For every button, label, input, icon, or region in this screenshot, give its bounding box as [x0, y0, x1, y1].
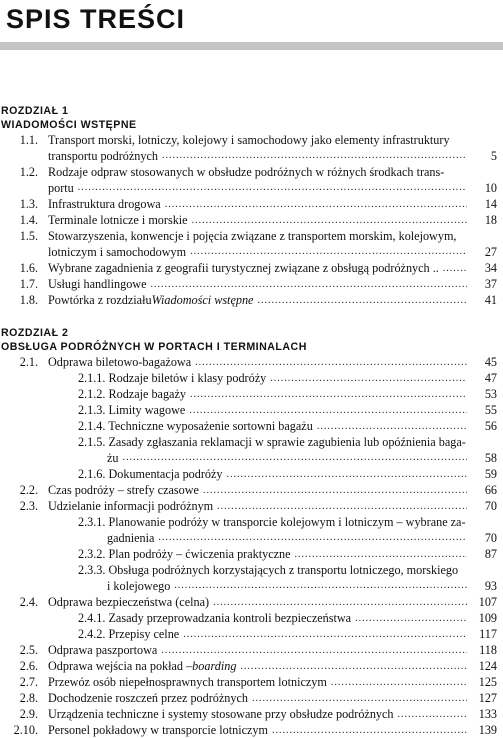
entry-body — [48, 292, 497, 308]
page-number: 58 — [484, 451, 497, 465]
entry-title-text: Odprawa biletowo-bagażowa — [48, 355, 192, 369]
page-title: SPIS TREŚCI — [6, 4, 186, 34]
leader-dots — [317, 419, 467, 434]
entry-line — [48, 180, 497, 196]
entry-title-text: Urządzenia techniczne i systemy stosowane przy obsłudze podróżnych — [48, 707, 394, 721]
entry-number: 1.5. — [19, 229, 38, 243]
entry-title-text: Odprawa wejścia na pokład – — [48, 659, 193, 673]
leader-dots — [158, 530, 467, 546]
entry-title-text: transportu podróżnych — [48, 149, 158, 163]
entry-number: 2.6. — [19, 659, 38, 673]
entry-title-text: Usługi handlingowe — [48, 277, 147, 291]
page-number: 124 — [478, 659, 497, 673]
entry-number: 1.8. — [19, 293, 38, 307]
entry-line — [78, 562, 497, 578]
entry-body — [48, 690, 497, 706]
entry-title-text: 2.4.2. Przepisy celne — [78, 627, 180, 641]
page-number: 139 — [478, 723, 497, 737]
entry-body — [48, 594, 497, 610]
page-number: 59 — [484, 467, 497, 481]
entry-title-text: Transport morski, lotniczy, kolejowy i samochodowy jako elementy infrastruktury — [48, 133, 450, 147]
toc-entry[interactable] — [0, 132, 503, 164]
entry-body — [78, 546, 497, 562]
entry-title-text: Dochodzenie roszczeń przez podróżnych — [48, 691, 248, 705]
entry-title-text: żu — [107, 451, 119, 465]
entry-line — [48, 292, 497, 308]
page-number: 117 — [479, 627, 497, 641]
toc-subentry[interactable] — [0, 610, 503, 626]
page-number: 55 — [484, 403, 497, 417]
entry-title-text: Terminale lotnicze i morskie — [48, 213, 188, 227]
page-number: 125 — [478, 675, 497, 689]
entry-body — [48, 276, 497, 292]
toc-entry[interactable] — [0, 690, 503, 706]
toc-entry[interactable] — [0, 276, 503, 292]
entry-body — [78, 434, 497, 466]
entry-title-text: 2.3.3. Obsługa podróżnych korzystających z transportu lotniczego, morskiego — [78, 563, 459, 577]
entry-line — [48, 276, 497, 292]
entry-title-text: Infrastruktura drogowa — [48, 197, 161, 211]
entry-body — [48, 674, 497, 690]
toc-entry[interactable] — [0, 722, 503, 738]
toc-subentry[interactable] — [0, 402, 503, 418]
entry-title-text: Personel pokładowy w transporcie lotniczym — [48, 723, 268, 737]
leader-dots — [443, 261, 467, 276]
entry-line — [78, 450, 497, 466]
toc-subentry[interactable] — [0, 626, 503, 642]
chapter-label: ROZDZIAŁ 1 — [1, 105, 69, 117]
toc-subentry[interactable] — [0, 562, 503, 594]
entry-line — [48, 594, 497, 610]
entry-body — [48, 722, 497, 738]
page-number: 66 — [484, 483, 497, 497]
entry-number: 1.7. — [19, 277, 38, 291]
entry-number: 2.5. — [19, 643, 38, 657]
entry-title-text: Udzielanie informacji podróżnym — [48, 499, 214, 513]
chapter-2 — [0, 326, 503, 738]
entry-number: 2.3. — [19, 499, 38, 513]
entry-body — [48, 132, 497, 164]
toc-entry[interactable] — [0, 674, 503, 690]
entry-line — [78, 370, 497, 386]
entry-line — [48, 482, 497, 498]
page-number: 118 — [479, 643, 497, 657]
entry-title-text: 2.1.5. Zasady zgłaszania reklamacji w sprawie zagubienia lub opóźnienia baga- — [78, 435, 466, 449]
toc-subentry[interactable] — [0, 434, 503, 466]
entry-title-text: 2.1.1. Rodzaje biletów i klasy podróży — [78, 371, 267, 385]
entry-line — [48, 674, 497, 690]
entry-body — [78, 514, 497, 546]
page-number: 87 — [484, 547, 497, 561]
page-number: 5 — [490, 149, 497, 163]
entry-number: 1.1. — [19, 133, 38, 147]
entry-title-text: 2.1.4. Techniczne wyposażenie sortowni bagażu — [78, 419, 313, 433]
toc-entry[interactable] — [0, 164, 503, 196]
entry-number: 1.2. — [19, 165, 38, 179]
entry-body — [48, 196, 497, 212]
entry-number: 2.1. — [19, 355, 38, 369]
page-number: 56 — [484, 419, 497, 433]
leader-dots — [189, 403, 467, 418]
entry-line — [78, 530, 497, 546]
entry-line — [48, 196, 497, 212]
leader-dots — [270, 371, 467, 386]
page-number: 34 — [484, 261, 497, 275]
entry-line — [48, 354, 497, 370]
entry-line — [78, 418, 497, 434]
entry-title-text: 2.1.3. Limity wagowe — [78, 403, 186, 417]
entry-title-text: 2.1.6. Dokumentacja podróży — [78, 467, 223, 481]
toc-subentry[interactable] — [0, 386, 503, 402]
leader-dots — [217, 499, 467, 514]
leader-dots — [257, 293, 467, 308]
leader-dots — [192, 213, 467, 228]
toc-entry[interactable] — [0, 212, 503, 228]
toc-subentry[interactable] — [0, 466, 503, 482]
page-number: 27 — [484, 245, 497, 259]
entry-line — [78, 626, 497, 642]
entry-number: 2.10. — [13, 723, 38, 737]
page-number: 70 — [484, 499, 497, 513]
chapter-name: OBSŁUGA PODRÓŻNYCH W PORTACH I TERMINALACH — [1, 341, 307, 353]
leader-dots — [331, 675, 467, 690]
entry-line — [78, 434, 497, 450]
toc-entry[interactable] — [0, 642, 503, 658]
leader-dots — [78, 180, 467, 196]
toc-entry[interactable] — [0, 658, 503, 674]
entry-title-text: Przewóz osób niepełnosprawnych transportem lotniczym — [48, 675, 327, 689]
entry-title-text: Wybrane zagadnienia z geografii turystycznej związane z obsługą podróżnych .. — [48, 261, 439, 275]
leader-dots — [183, 627, 467, 642]
leader-dots — [190, 244, 467, 260]
chapter-name: WIADOMOŚCI WSTĘPNE — [1, 119, 137, 131]
toc-entry[interactable] — [0, 498, 503, 514]
page-number: 41 — [484, 293, 497, 307]
leader-dots — [161, 643, 467, 658]
leader-dots — [195, 355, 467, 370]
leader-dots — [355, 611, 467, 626]
entry-body — [48, 260, 497, 276]
leader-dots — [295, 547, 467, 562]
toc-entries — [0, 354, 503, 738]
entry-body — [78, 610, 497, 626]
entry-line — [48, 164, 497, 180]
entry-line — [78, 386, 497, 402]
entry-number: 2.4. — [19, 595, 38, 609]
entry-body — [78, 402, 497, 418]
entry-line — [78, 402, 497, 418]
toc-entry[interactable] — [0, 706, 503, 722]
leader-dots — [174, 578, 467, 594]
title-underline-bar — [0, 42, 503, 50]
entry-title-text: Czas podróży – strefy czasowe — [48, 483, 199, 497]
entry-number: 1.6. — [19, 261, 38, 275]
toc-entries — [0, 132, 503, 308]
leader-dots — [272, 723, 467, 738]
toc-entry[interactable] — [0, 196, 503, 212]
leader-dots — [123, 450, 467, 466]
entry-line — [48, 132, 497, 148]
entry-title-text: 2.3.2. Plan podróży – ćwiczenia praktyczne — [78, 547, 291, 561]
entry-body — [78, 626, 497, 642]
entry-line — [48, 642, 497, 658]
page-number: 45 — [484, 355, 497, 369]
toc-entry[interactable] — [0, 594, 503, 610]
entry-number: 1.3. — [19, 197, 38, 211]
page-number: 18 — [484, 213, 497, 227]
entry-line — [48, 260, 497, 276]
page-number: 70 — [484, 531, 497, 545]
entry-body — [48, 164, 497, 196]
leader-dots — [252, 691, 467, 706]
entry-title-text: 2.4.1. Zasady przeprowadzania kontroli bezpieczeństwa — [78, 611, 352, 625]
entry-line — [48, 212, 497, 228]
entry-body — [78, 418, 497, 434]
page-number: 127 — [478, 691, 497, 705]
page-number: 53 — [484, 387, 497, 401]
entry-line — [48, 658, 497, 674]
entry-body — [48, 706, 497, 722]
entry-line — [48, 244, 497, 260]
entry-body — [48, 498, 497, 514]
entry-body — [48, 482, 497, 498]
entry-title-text: lotniczym i samochodowym — [48, 245, 187, 259]
page-number: 47 — [484, 371, 497, 385]
toc-entry[interactable] — [0, 260, 503, 276]
entry-line — [78, 514, 497, 530]
entry-number: 2.9. — [19, 707, 38, 721]
entry-title-text: Stowarzyszenia, konwencje i pojęcia związane z transportem morskim, kolejowym, — [48, 229, 457, 243]
entry-line — [48, 722, 497, 738]
entry-number: 2.7. — [19, 675, 38, 689]
toc-subentry[interactable] — [0, 514, 503, 546]
entry-number: 2.8. — [19, 691, 38, 705]
page-number: 93 — [484, 579, 497, 593]
entry-title-text: Odprawa bezpieczeństwa (celna) — [48, 595, 210, 609]
entry-body — [48, 642, 497, 658]
entry-title-text: 2.3.1. Planowanie podróży w transporcie kolejowym i lotniczym – wybrane za- — [78, 515, 466, 529]
entry-number: 2.2. — [19, 483, 38, 497]
entry-body — [78, 370, 497, 386]
entry-body — [48, 228, 497, 260]
entry-line — [48, 148, 497, 164]
entry-title-text: Rodzaje odpraw stosowanych w obsłudze podróżnych w różnych środkach trans- — [48, 165, 445, 179]
page-number: 37 — [484, 277, 497, 291]
entry-number: 1.4. — [19, 213, 38, 227]
leader-dots — [151, 277, 467, 292]
entry-line — [78, 546, 497, 562]
toc-entry[interactable] — [0, 482, 503, 498]
page-number: 14 — [484, 197, 497, 211]
entry-title-text: Odprawa paszportowa — [48, 643, 158, 657]
entry-line — [78, 610, 497, 626]
entry-line — [48, 706, 497, 722]
leader-dots — [165, 197, 467, 212]
page-number: 10 — [484, 181, 497, 195]
leader-dots — [213, 595, 467, 610]
leader-dots — [162, 148, 467, 164]
entry-body — [78, 466, 497, 482]
toc-subentry[interactable] — [0, 546, 503, 562]
entry-line — [48, 690, 497, 706]
entry-body — [48, 212, 497, 228]
toc-subentry[interactable] — [0, 418, 503, 434]
leader-dots — [203, 483, 467, 498]
page-number: 109 — [478, 611, 497, 625]
entry-body — [78, 562, 497, 594]
toc-entry[interactable] — [0, 354, 503, 370]
entry-title-text: gadnienia — [107, 531, 155, 545]
page-number: 107 — [478, 595, 497, 609]
chapter-1 — [0, 104, 503, 308]
toc-entry[interactable] — [0, 228, 503, 260]
entry-title-text: 2.1.2. Rodzaje bagaży — [78, 387, 186, 401]
entry-title-text: portu — [48, 181, 74, 195]
page-number: 133 — [478, 707, 497, 721]
entry-body — [48, 354, 497, 370]
entry-title-italic: Wiadomości wstępne — [151, 293, 254, 307]
entry-title-text: i kolejowego — [107, 579, 171, 593]
entry-body — [78, 386, 497, 402]
toc-subentry[interactable] — [0, 370, 503, 386]
entry-title-text: Powtórka z rozdziału — [48, 293, 152, 307]
leader-dots — [398, 707, 467, 722]
toc-entry[interactable] — [0, 292, 503, 308]
leader-dots — [227, 467, 467, 482]
entry-line — [48, 228, 497, 244]
entry-line — [78, 466, 497, 482]
leader-dots — [190, 387, 467, 402]
entry-line — [78, 578, 497, 594]
entry-title-italic: boarding — [192, 659, 237, 673]
entry-body — [48, 658, 497, 674]
entry-line — [48, 498, 497, 514]
chapter-label: ROZDZIAŁ 2 — [1, 327, 69, 339]
leader-dots — [240, 659, 467, 674]
